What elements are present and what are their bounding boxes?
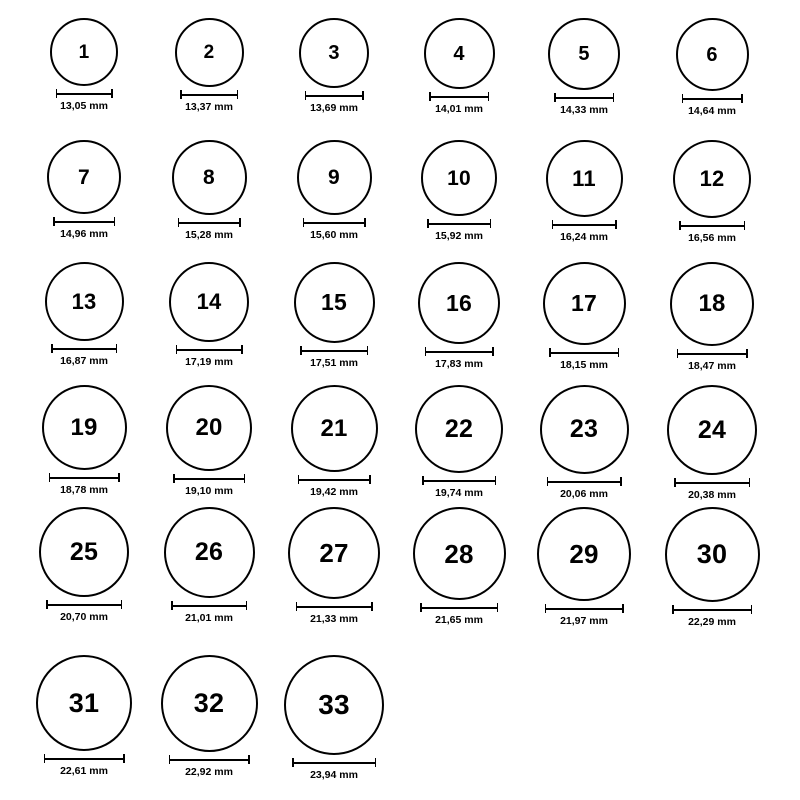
diameter-measure-bar — [171, 601, 247, 610]
ring-size-item — [275, 385, 393, 498]
measure-line — [292, 762, 376, 764]
measure-line — [300, 350, 368, 352]
ring-size-item — [525, 18, 643, 116]
diameter-label: 14,33 mm — [560, 104, 608, 116]
ring-circle-wrapper — [413, 507, 506, 600]
diameter-label: 14,01 mm — [435, 103, 483, 115]
ring-circle-wrapper — [36, 655, 132, 751]
diameter-label: 13,69 mm — [310, 102, 358, 114]
diameter-label: 22,29 mm — [688, 616, 736, 628]
measure-tick-right — [741, 94, 743, 103]
ring-size-item — [653, 262, 771, 372]
ring-size-item — [525, 507, 643, 627]
ring-size-number: 32 — [193, 688, 225, 718]
diameter-measure-bar — [672, 605, 752, 614]
diameter-measure-bar — [49, 473, 120, 482]
ring-size-number: 23 — [569, 415, 599, 443]
measure-tick-left — [679, 221, 681, 230]
ring-size-item — [525, 262, 643, 371]
measure-tick-right — [248, 755, 250, 764]
ring-circle — [543, 262, 626, 345]
measure-tick-left — [296, 602, 298, 611]
diameter-label: 13,05 mm — [60, 100, 108, 112]
diameter-measure-bar — [425, 347, 494, 356]
diameter-measure-bar — [176, 345, 243, 354]
diameter-measure-bar — [554, 93, 614, 102]
ring-size-item — [25, 18, 143, 112]
ring-circle-wrapper — [548, 18, 620, 90]
ring-circle-wrapper — [45, 262, 124, 341]
ring-circle — [164, 507, 255, 598]
measure-tick-right — [622, 604, 624, 613]
ring-circle — [670, 262, 754, 346]
measure-tick-right — [615, 220, 617, 229]
ring-circle — [42, 385, 127, 470]
measure-line — [549, 352, 619, 354]
measure-tick-left — [178, 218, 180, 227]
ring-size-item — [653, 18, 771, 117]
diameter-label: 19,42 mm — [310, 486, 358, 498]
ring-size-item — [400, 140, 518, 242]
measure-tick-right — [497, 603, 499, 612]
measure-tick-right — [237, 90, 239, 99]
measure-tick-right — [749, 478, 751, 487]
ring-size-number: 11 — [572, 165, 596, 191]
ring-circle-wrapper — [297, 140, 372, 215]
ring-circle-wrapper — [546, 140, 623, 217]
ring-circle — [50, 18, 118, 86]
measure-tick-right — [114, 217, 116, 226]
ring-size-number: 22 — [444, 414, 474, 443]
measure-tick-left — [549, 348, 551, 357]
diameter-measure-bar — [549, 348, 619, 357]
measure-line — [677, 353, 748, 355]
measure-tick-left — [300, 346, 302, 355]
ring-size-number: 9 — [328, 166, 340, 189]
diameter-measure-bar — [298, 475, 371, 484]
ring-size-number: 1 — [78, 41, 90, 63]
ring-circle — [297, 140, 372, 215]
measure-line — [674, 482, 750, 484]
measure-tick-left — [674, 478, 676, 487]
measure-tick-left — [49, 473, 51, 482]
measure-tick-left — [53, 217, 55, 226]
ring-circle-wrapper — [164, 507, 255, 598]
measure-line — [672, 609, 752, 611]
measure-tick-left — [682, 94, 684, 103]
diameter-label: 18,47 mm — [688, 360, 736, 372]
diameter-label: 14,64 mm — [688, 105, 736, 117]
measure-tick-right — [618, 348, 620, 357]
ring-size-number: 24 — [697, 415, 727, 444]
measure-line — [679, 225, 745, 227]
ring-size-item — [653, 385, 771, 501]
ring-circle-wrapper — [665, 507, 760, 602]
diameter-label: 17,83 mm — [435, 358, 483, 370]
ring-circle-wrapper — [294, 262, 375, 343]
ring-circle — [291, 385, 378, 472]
measure-tick-right — [369, 475, 371, 484]
measure-tick-left — [298, 475, 300, 484]
measure-tick-left — [303, 218, 305, 227]
measure-tick-left — [552, 220, 554, 229]
ring-circle — [36, 655, 132, 751]
diameter-label: 18,15 mm — [560, 359, 608, 371]
ring-size-item — [150, 507, 268, 624]
ring-circle-wrapper — [540, 385, 629, 474]
diameter-measure-bar — [420, 603, 498, 612]
measure-line — [422, 480, 496, 482]
ring-circle-wrapper — [673, 140, 751, 218]
ring-size-item — [400, 507, 518, 626]
ring-size-number: 13 — [71, 288, 97, 314]
measure-tick-right — [490, 219, 492, 228]
measure-tick-right — [613, 93, 615, 102]
diameter-measure-bar — [547, 477, 622, 486]
diameter-label: 16,24 mm — [560, 231, 608, 243]
measure-line — [305, 95, 364, 97]
ring-circle-wrapper — [42, 385, 127, 470]
measure-line — [53, 221, 115, 223]
ring-size-number: 30 — [696, 539, 728, 569]
measure-tick-left — [305, 91, 307, 100]
measure-tick-right — [492, 347, 494, 356]
diameter-label: 15,92 mm — [435, 230, 483, 242]
diameter-label: 21,97 mm — [560, 615, 608, 627]
diameter-measure-bar — [545, 604, 624, 613]
ring-size-number: 14 — [196, 289, 222, 314]
measure-tick-left — [427, 219, 429, 228]
measure-tick-right — [620, 477, 622, 486]
ring-circle-wrapper — [424, 18, 495, 89]
measure-line — [173, 478, 245, 480]
measure-tick-left — [672, 605, 674, 614]
ring-circle — [667, 385, 757, 475]
measure-tick-right — [371, 602, 373, 611]
measure-tick-left — [51, 344, 53, 353]
measure-line — [547, 481, 622, 483]
ring-size-number: 26 — [194, 538, 224, 566]
diameter-measure-bar — [552, 220, 617, 229]
ring-size-item — [275, 655, 393, 781]
ring-circle — [537, 507, 631, 601]
ring-circle-wrapper — [288, 507, 380, 599]
ring-circle — [294, 262, 375, 343]
measure-line — [429, 96, 489, 98]
diameter-measure-bar — [51, 344, 117, 353]
diameter-measure-bar — [180, 90, 238, 99]
measure-tick-right — [744, 221, 746, 230]
diameter-label: 15,28 mm — [185, 229, 233, 241]
diameter-measure-bar — [429, 92, 489, 101]
ring-circle-wrapper — [543, 262, 626, 345]
ring-size-number: 6 — [706, 43, 718, 66]
measure-tick-left — [44, 754, 46, 763]
ring-circle-wrapper — [421, 140, 497, 216]
measure-line — [176, 349, 243, 351]
diameter-label: 22,61 mm — [60, 765, 108, 777]
measure-tick-left — [545, 604, 547, 613]
diameter-measure-bar — [674, 478, 750, 487]
ring-circle-wrapper — [415, 385, 503, 473]
measure-tick-right — [746, 349, 748, 358]
measure-line — [545, 608, 624, 610]
ring-circle-wrapper — [166, 385, 252, 471]
measure-tick-right — [111, 89, 113, 98]
diameter-measure-bar — [169, 755, 250, 764]
measure-line — [56, 93, 113, 95]
ring-size-number: 28 — [444, 538, 474, 569]
ring-size-number: 15 — [321, 289, 347, 315]
measure-line — [296, 606, 373, 608]
measure-line — [44, 758, 125, 760]
diameter-measure-bar — [178, 218, 241, 227]
measure-line — [682, 98, 743, 100]
ring-circle — [676, 18, 749, 91]
ring-size-item — [150, 18, 268, 113]
measure-tick-left — [173, 474, 175, 483]
diameter-label: 13,37 mm — [185, 101, 233, 113]
diameter-measure-bar — [53, 217, 115, 226]
ring-size-item — [400, 262, 518, 370]
ring-size-item — [150, 140, 268, 241]
ring-circle-wrapper — [284, 655, 384, 755]
ring-size-item — [525, 385, 643, 500]
diameter-label: 22,92 mm — [185, 766, 233, 778]
ring-circle — [415, 385, 503, 473]
ring-size-number: 12 — [699, 166, 725, 191]
ring-circle — [546, 140, 623, 217]
diameter-label: 20,38 mm — [688, 489, 736, 501]
ring-size-item — [400, 385, 518, 499]
diameter-label: 21,01 mm — [185, 612, 233, 624]
diameter-label: 14,96 mm — [60, 228, 108, 240]
measure-line — [46, 604, 122, 606]
measure-line — [552, 224, 617, 226]
ring-circle — [288, 507, 380, 599]
ring-circle-wrapper — [47, 140, 121, 214]
diameter-measure-bar — [422, 476, 496, 485]
ring-circle-wrapper — [299, 18, 369, 88]
diameter-label: 16,56 mm — [688, 232, 736, 244]
diameter-measure-bar — [305, 91, 364, 100]
diameter-measure-bar — [679, 221, 745, 230]
ring-size-item — [275, 507, 393, 625]
ring-circle — [169, 262, 249, 342]
ring-circle-wrapper — [418, 262, 500, 344]
diameter-label: 15,60 mm — [310, 229, 358, 241]
measure-line — [171, 605, 247, 607]
diameter-measure-bar — [56, 89, 113, 98]
measure-line — [554, 97, 614, 99]
ring-circle-wrapper — [175, 18, 244, 87]
ring-circle — [299, 18, 369, 88]
ring-circle — [45, 262, 124, 341]
ring-size-item — [400, 18, 518, 115]
measure-tick-left — [429, 92, 431, 101]
diameter-label: 16,87 mm — [60, 355, 108, 367]
ring-size-number: 20 — [195, 414, 223, 441]
measure-tick-right — [375, 758, 377, 767]
measure-line — [425, 351, 494, 353]
measure-tick-left — [422, 476, 424, 485]
ring-size-number: 3 — [328, 42, 340, 64]
diameter-label: 21,33 mm — [310, 613, 358, 625]
diameter-label: 19,10 mm — [185, 485, 233, 497]
diameter-measure-bar — [427, 219, 491, 228]
ring-circle-wrapper — [667, 385, 757, 475]
measure-tick-left — [180, 90, 182, 99]
ring-size-number: 8 — [203, 166, 215, 189]
ring-size-number: 18 — [698, 290, 726, 317]
ring-circle — [424, 18, 495, 89]
measure-tick-left — [171, 601, 173, 610]
ring-size-item — [150, 385, 268, 497]
measure-tick-right — [241, 345, 243, 354]
measure-tick-right — [364, 218, 366, 227]
diameter-label: 20,70 mm — [60, 611, 108, 623]
ring-size-item — [25, 140, 143, 240]
measure-tick-right — [118, 473, 120, 482]
ring-circle — [673, 140, 751, 218]
ring-size-number: 19 — [70, 413, 98, 441]
measure-line — [49, 477, 120, 479]
ring-circle — [39, 507, 129, 597]
ring-size-item — [525, 140, 643, 243]
diameter-label: 20,06 mm — [560, 488, 608, 500]
ring-size-number: 27 — [319, 538, 349, 568]
ring-size-number: 10 — [447, 166, 471, 190]
diameter-measure-bar — [300, 346, 368, 355]
ring-circle — [548, 18, 620, 90]
ring-size-item — [150, 262, 268, 368]
ring-circle-wrapper — [50, 18, 118, 86]
diameter-label: 21,65 mm — [435, 614, 483, 626]
ring-size-item — [275, 262, 393, 369]
ring-size-number: 25 — [69, 537, 99, 566]
diameter-label: 18,78 mm — [60, 484, 108, 496]
ring-circle-wrapper — [670, 262, 754, 346]
ring-size-item — [150, 655, 268, 778]
diameter-measure-bar — [682, 94, 743, 103]
ring-size-item — [275, 18, 393, 114]
diameter-measure-bar — [303, 218, 366, 227]
diameter-measure-bar — [292, 758, 376, 767]
ring-circle-wrapper — [291, 385, 378, 472]
ring-circle-wrapper — [172, 140, 247, 215]
ring-circle-wrapper — [161, 655, 258, 752]
measure-line — [420, 607, 498, 609]
measure-tick-right — [116, 344, 118, 353]
measure-line — [303, 222, 366, 224]
ring-circle — [421, 140, 497, 216]
measure-tick-right — [751, 605, 753, 614]
diameter-measure-bar — [173, 474, 245, 483]
ring-size-number: 5 — [578, 43, 590, 65]
measure-tick-right — [367, 346, 369, 355]
diameter-label: 17,19 mm — [185, 356, 233, 368]
measure-line — [169, 759, 250, 761]
ring-circle-wrapper — [39, 507, 129, 597]
diameter-label: 23,94 mm — [310, 769, 358, 781]
ring-size-number: 29 — [569, 539, 599, 569]
measure-tick-right — [123, 754, 125, 763]
ring-size-item — [653, 507, 771, 628]
measure-tick-right — [121, 600, 123, 609]
ring-size-number: 33 — [318, 689, 350, 720]
diameter-measure-bar — [44, 754, 125, 763]
measure-line — [427, 223, 491, 225]
measure-tick-left — [420, 603, 422, 612]
measure-tick-left — [46, 600, 48, 609]
ring-size-number: 16 — [446, 289, 472, 316]
measure-line — [298, 479, 371, 481]
ring-size-number: 21 — [320, 414, 348, 442]
ring-size-number: 31 — [68, 687, 100, 718]
measure-tick-left — [176, 345, 178, 354]
measure-tick-left — [292, 758, 294, 767]
ring-size-number: 17 — [571, 290, 597, 316]
ring-circle — [175, 18, 244, 87]
ring-circle — [47, 140, 121, 214]
measure-tick-left — [425, 347, 427, 356]
measure-line — [180, 94, 238, 96]
ring-circle — [413, 507, 506, 600]
ring-size-item — [25, 655, 143, 777]
diameter-measure-bar — [296, 602, 373, 611]
measure-tick-right — [246, 601, 248, 610]
ring-circle-wrapper — [676, 18, 749, 91]
measure-tick-right — [362, 91, 364, 100]
ring-circle — [284, 655, 384, 755]
measure-tick-left — [547, 477, 549, 486]
ring-circle — [418, 262, 500, 344]
measure-tick-left — [677, 349, 679, 358]
ring-size-item — [653, 140, 771, 244]
measure-tick-left — [169, 755, 171, 764]
measure-tick-right — [488, 92, 490, 101]
diameter-measure-bar — [677, 349, 748, 358]
ring-circle-wrapper — [537, 507, 631, 601]
measure-tick-right — [495, 476, 497, 485]
ring-size-item — [25, 507, 143, 623]
measure-tick-right — [244, 474, 246, 483]
ring-size-item — [25, 262, 143, 367]
measure-line — [178, 222, 241, 224]
ring-circle — [161, 655, 258, 752]
measure-tick-left — [56, 89, 58, 98]
measure-tick-left — [554, 93, 556, 102]
measure-tick-right — [239, 218, 241, 227]
diameter-measure-bar — [46, 600, 122, 609]
ring-circle — [172, 140, 247, 215]
ring-circle-wrapper — [169, 262, 249, 342]
ring-size-number: 2 — [203, 42, 215, 63]
ring-size-item — [25, 385, 143, 496]
diameter-label: 17,51 mm — [310, 357, 358, 369]
measure-line — [51, 348, 117, 350]
ring-size-item — [275, 140, 393, 241]
diameter-label: 19,74 mm — [435, 487, 483, 499]
ring-circle — [665, 507, 760, 602]
ring-circle — [166, 385, 252, 471]
ring-circle — [540, 385, 629, 474]
ring-size-number: 7 — [78, 165, 90, 189]
ring-size-number: 4 — [453, 42, 465, 65]
